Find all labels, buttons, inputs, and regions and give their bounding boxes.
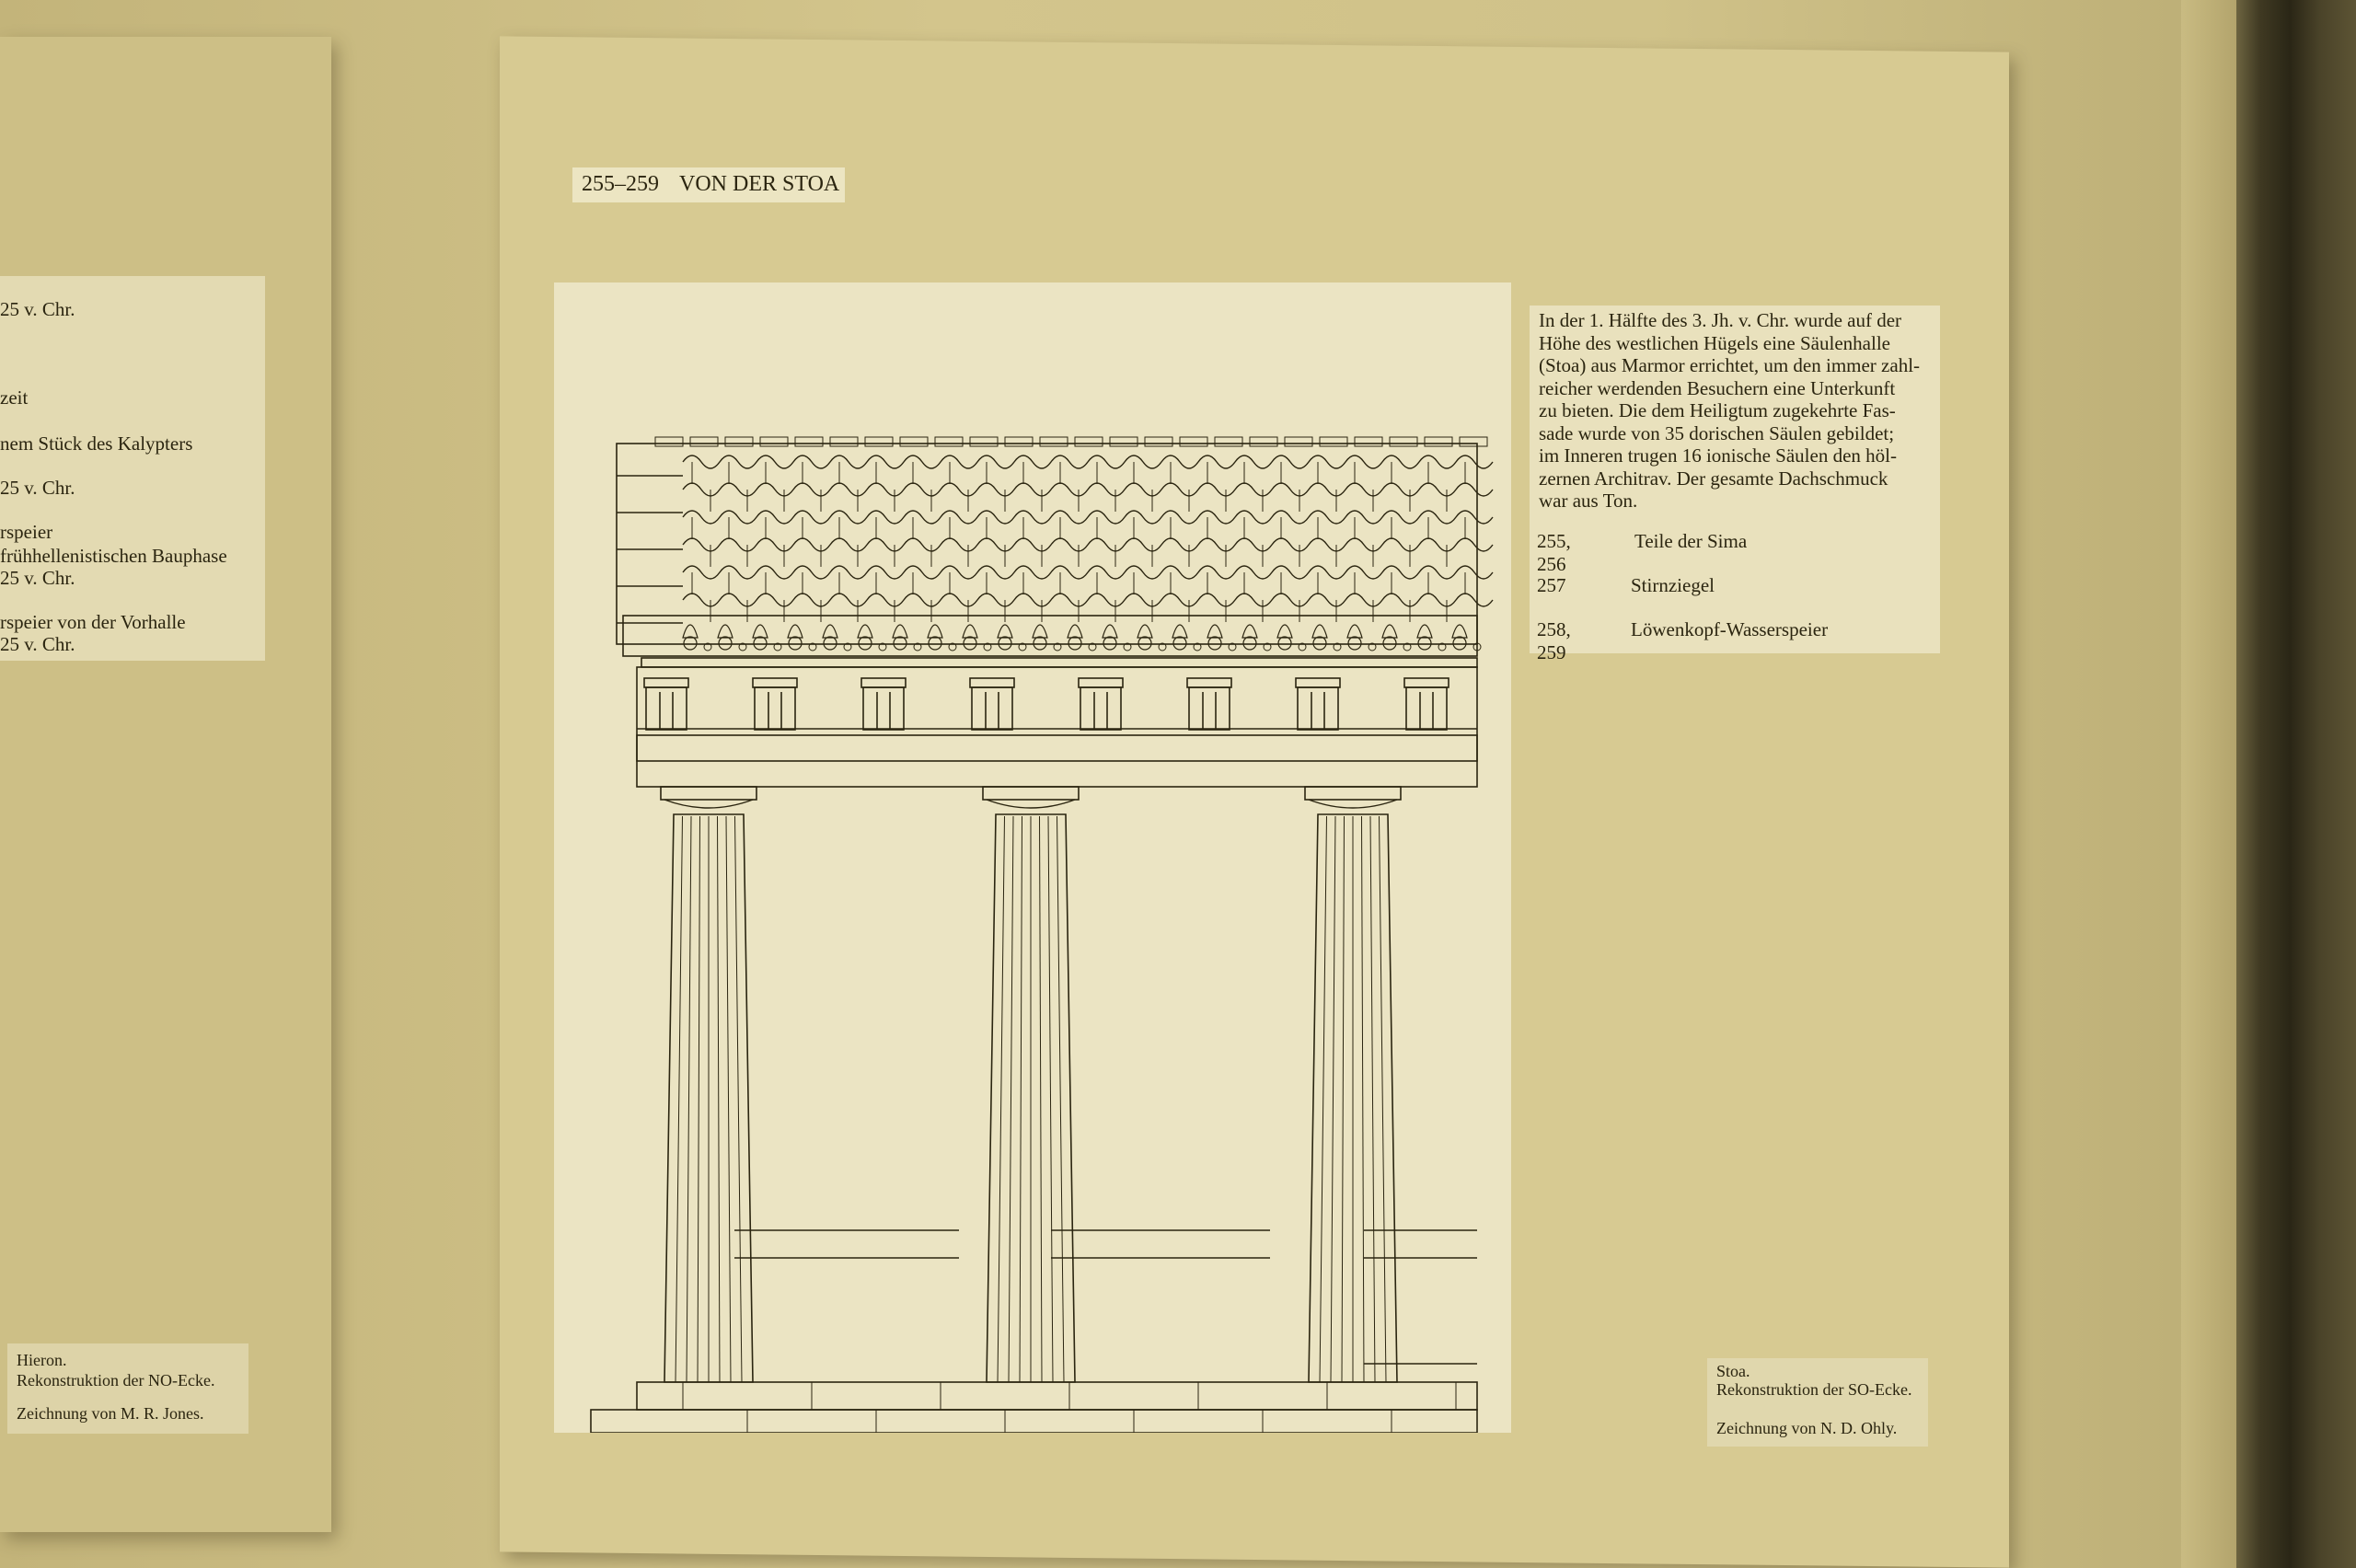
exhibit-header	[572, 167, 845, 202]
stoa-drawing	[554, 282, 1511, 1433]
roof-outline	[617, 444, 1477, 644]
door-frame	[2236, 0, 2356, 1568]
description-line: war aus Ton.	[1539, 490, 1638, 512]
item-number: 255, 256	[1537, 530, 1571, 575]
left-display-board	[0, 37, 331, 1532]
door-frame-edge	[2181, 0, 2236, 1568]
item-label: Löwenkopf-Wasserspeier	[1631, 618, 1829, 640]
left-line: 25 v. Chr.	[0, 567, 75, 589]
left-line: zeit	[0, 386, 29, 409]
left-line: 25 v. Chr.	[0, 633, 75, 655]
caption-line: Stoa.	[1716, 1362, 1750, 1380]
description-line: Höhe des westlichen Hügels eine Säulenhalle	[1539, 331, 1890, 354]
caption-line: Rekonstruktion der NO-Ecke.	[17, 1371, 215, 1389]
description-line: zernen Architrav. Der gesamte Dachschmuck	[1539, 467, 1888, 490]
left-line: 25 v. Chr.	[0, 477, 75, 499]
left-drawing-caption	[7, 1343, 248, 1434]
item-label: Teile der Sima	[1634, 530, 1748, 552]
description-line: im Inneren trugen 16 ionische Säulen den höl-	[1539, 444, 1897, 467]
description-line: In der 1. Hälfte des 3. Jh. v. Chr. wurde auf der	[1539, 309, 1902, 331]
exhibit-title: VON DER STOA	[679, 172, 840, 196]
caption-line: Zeichnung von N. D. Ohly.	[1716, 1419, 1898, 1437]
left-line: 25 v. Chr.	[0, 298, 75, 320]
item-number: 258, 259	[1537, 618, 1571, 663]
description-line: zu bieten. Die dem Heiligtum zugekehrte Fas-	[1539, 399, 1896, 421]
frieze	[637, 667, 1477, 761]
triglyphs	[644, 678, 1449, 730]
crepidoma-step	[591, 1410, 1477, 1433]
exhibit-numbers: 255–259	[582, 172, 659, 196]
description-text	[1539, 309, 1933, 513]
left-line: frühhellenistischen Bauphase	[0, 545, 227, 567]
stylobate	[637, 1382, 1477, 1410]
item-number: 257	[1537, 574, 1566, 596]
description-panel	[1530, 306, 1940, 663]
description-line: reicher werdenden Besuchern eine Unterkunft	[1539, 376, 1896, 399]
caption-line: Hieron.	[17, 1351, 67, 1369]
left-text-panel	[0, 276, 265, 661]
caption-line: Zeichnung von M. R. Jones.	[17, 1404, 204, 1423]
description-line: (Stoa) aus Marmor errichtet, um den immer zahl-	[1539, 354, 1921, 376]
left-line: rspeier	[0, 521, 53, 543]
left-line: nem Stück des Kalypters	[0, 432, 193, 455]
roof-tiles	[655, 437, 1493, 622]
stoa-elevation-illustration	[554, 282, 1511, 1433]
left-line: rspeier von der Vorhalle	[0, 611, 186, 633]
description-line: sade wurde von 35 dorischen Säulen gebildet;	[1539, 421, 1895, 444]
sima-band	[623, 616, 1477, 656]
doric-columns	[661, 787, 1401, 1382]
antefixes	[683, 625, 1481, 651]
item-label: Stirnziegel	[1631, 574, 1715, 596]
drawing-caption	[1707, 1358, 1928, 1447]
caption-line: Rekonstruktion der SO-Ecke.	[1716, 1380, 1912, 1399]
